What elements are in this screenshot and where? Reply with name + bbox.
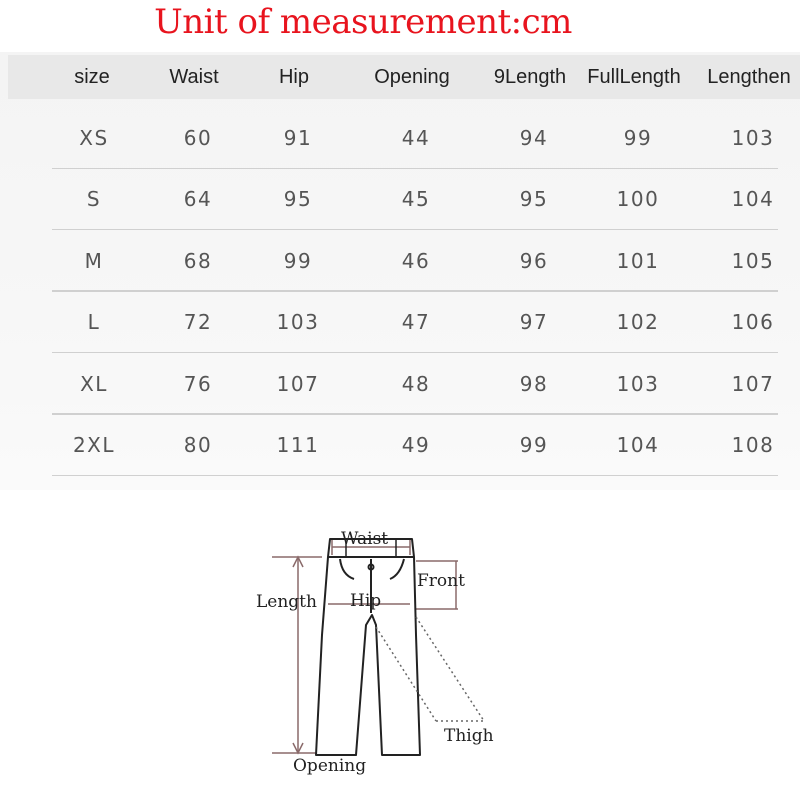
pants-measurement-diagram [250, 515, 510, 785]
row-divider [52, 475, 778, 477]
cell-lengthen: 103 [731, 126, 775, 150]
cell-hip: 107 [276, 371, 320, 396]
header-hip: Hip [278, 66, 310, 88]
cell-opening: 47 [401, 310, 431, 335]
cell-hip: 95 [283, 187, 313, 212]
length-measure-line [272, 557, 322, 753]
cell-size: 2XL [72, 433, 116, 457]
pants-outline [316, 539, 420, 755]
cell-9length: 99 [519, 433, 549, 457]
cell-opening: 44 [401, 126, 431, 150]
opening-label: Opening [293, 756, 367, 776]
cell-fulllength: 100 [616, 187, 660, 212]
cell-hip: 103 [276, 310, 320, 335]
cell-size: M [84, 248, 104, 273]
cell-fulllength: 101 [616, 248, 660, 273]
cell-hip: 111 [276, 433, 320, 457]
front-label: Front [417, 571, 465, 591]
cell-fulllength: 103 [616, 371, 660, 396]
cell-waist: 60 [183, 126, 213, 150]
cell-size: L [87, 310, 101, 335]
header-9length: 9Length [493, 66, 567, 88]
cell-fulllength: 102 [616, 310, 660, 335]
header-opening: Opening [374, 66, 450, 88]
table-row [52, 415, 778, 476]
cell-9length: 96 [519, 248, 549, 273]
cell-9length: 94 [519, 126, 549, 150]
cell-9length: 95 [519, 187, 549, 212]
table-row [52, 354, 778, 415]
cell-opening: 45 [401, 187, 431, 212]
thigh-measure-line [376, 617, 484, 721]
cell-lengthen: 107 [731, 371, 775, 396]
table-row [52, 169, 778, 230]
cell-size: XL [80, 371, 108, 396]
cell-fulllength: 99 [623, 126, 653, 150]
cell-lengthen: 104 [731, 187, 775, 212]
cell-waist: 76 [183, 371, 213, 396]
waist-label: Waist [341, 529, 389, 549]
hip-label: Hip [350, 591, 382, 611]
cell-opening: 46 [401, 248, 431, 273]
page-title: Unit of measurement:cm [154, 2, 572, 42]
header-size: size [74, 66, 110, 88]
cell-waist: 68 [183, 248, 213, 273]
thigh-label: Thigh [444, 726, 494, 746]
cell-lengthen: 106 [731, 310, 775, 335]
table-row [52, 292, 778, 353]
length-label: Length [256, 592, 317, 612]
cell-hip: 99 [283, 248, 313, 273]
cell-hip: 91 [283, 126, 313, 150]
cell-waist: 72 [183, 310, 213, 335]
cell-waist: 64 [183, 187, 213, 212]
header-fulllength: FullLength [587, 66, 681, 88]
header-lengthen: Lengthen [707, 66, 791, 88]
cell-9length: 98 [519, 371, 549, 396]
table-row [52, 231, 778, 292]
table-row [52, 108, 778, 169]
cell-lengthen: 105 [731, 248, 775, 273]
cell-9length: 97 [519, 310, 549, 335]
cell-size: XS [79, 126, 109, 150]
cell-waist: 80 [183, 433, 213, 457]
cell-fulllength: 104 [616, 433, 660, 457]
cell-lengthen: 108 [731, 433, 775, 457]
cell-opening: 49 [401, 433, 431, 457]
cell-size: S [86, 187, 102, 212]
header-waist: Waist [169, 66, 219, 88]
cell-opening: 48 [401, 371, 431, 396]
